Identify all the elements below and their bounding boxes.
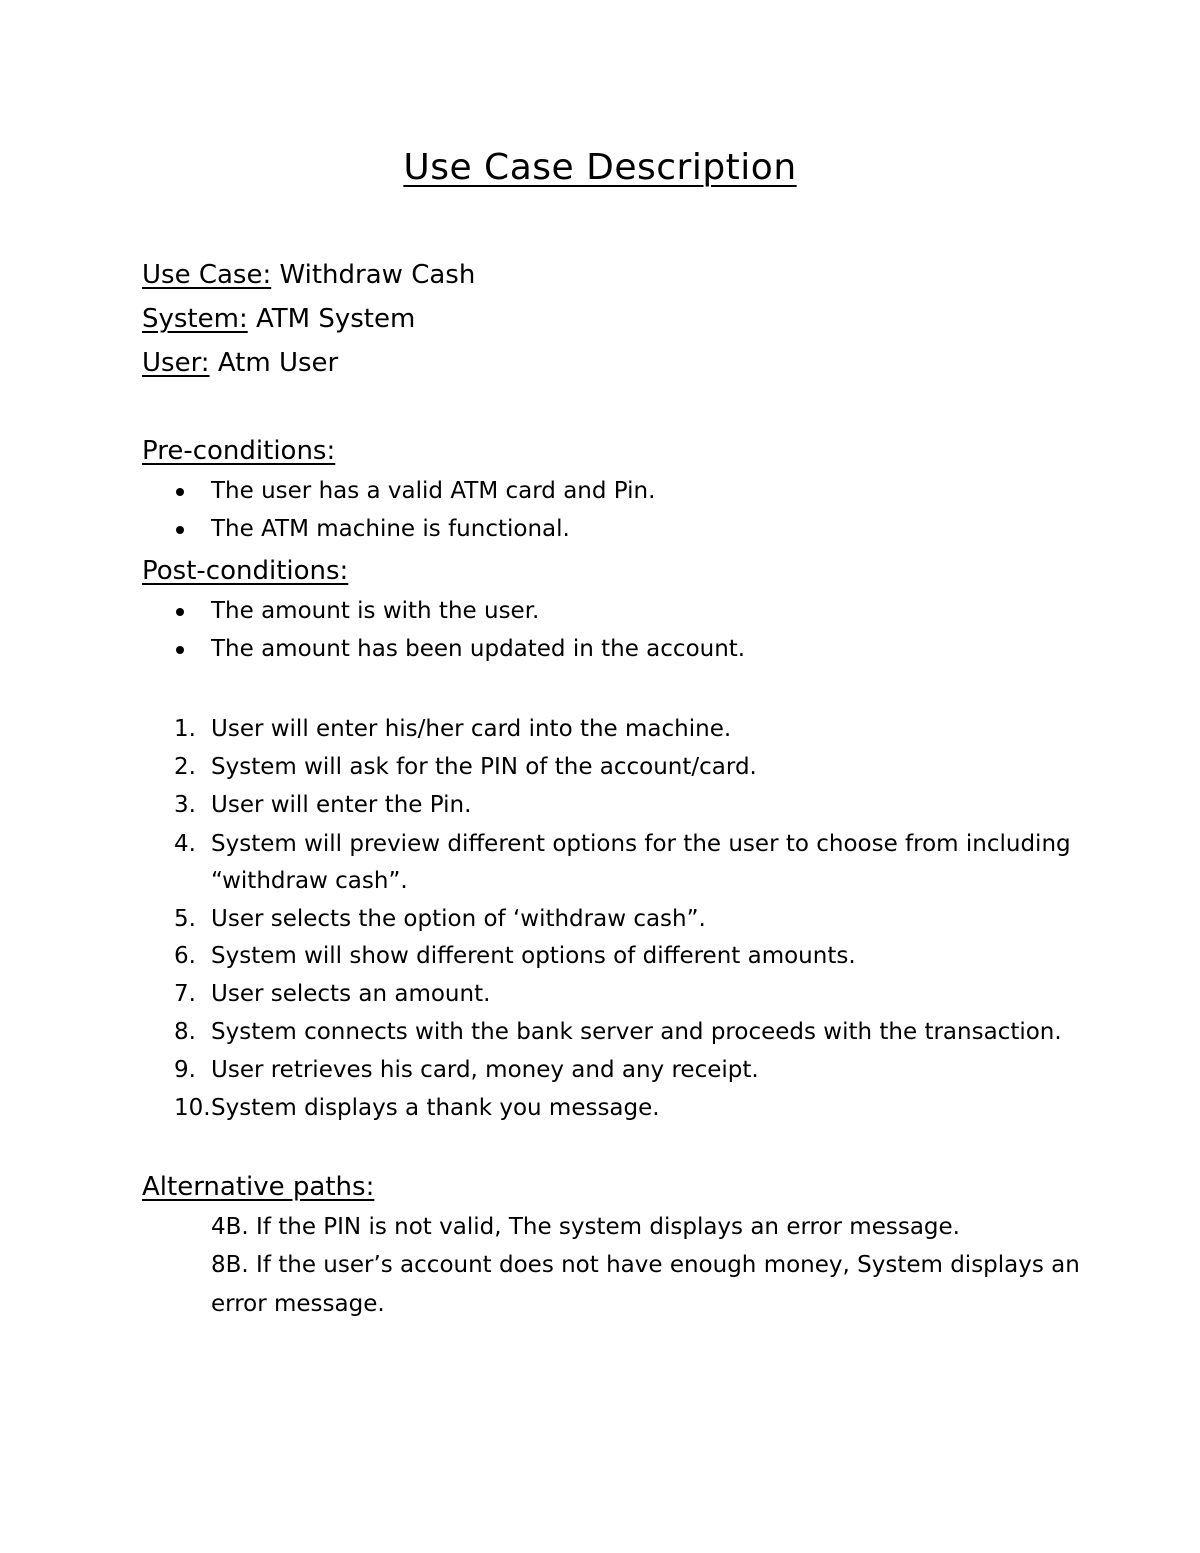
step-text: System will preview different options for the user to choose from including (211, 831, 1071, 857)
bullet-icon (176, 488, 184, 496)
bullet-icon (176, 646, 184, 654)
alternative-path-line: 4B. If the PIN is not valid, The system displays an error message. (211, 1214, 960, 1240)
step-text: User retrieves his card, money and any receipt. (211, 1057, 759, 1083)
postconditions-heading: Post-conditions: (142, 556, 349, 586)
step-number: 10. (174, 1095, 211, 1121)
system-label: System: (142, 304, 248, 334)
alternative-path-line: error message. (211, 1291, 385, 1317)
step-number: 5. (174, 906, 196, 932)
bullet-icon (176, 526, 184, 534)
step-number: 4. (174, 831, 196, 857)
use-case-label: Use Case: (142, 260, 272, 290)
user-value: Atm User (217, 348, 339, 378)
step-number: 9. (174, 1057, 196, 1083)
bullet-icon (176, 608, 184, 616)
step-text: System will show different options of different amounts. (211, 943, 856, 969)
step-number: 3. (174, 792, 196, 818)
user-label: User: (142, 348, 210, 378)
use-case-line (142, 258, 475, 292)
alternative-path-line: 8B. If the user’s account does not have enough money, System displays an (211, 1252, 1080, 1278)
system-line (142, 302, 415, 336)
precondition-text: The ATM machine is functional. (211, 516, 570, 542)
system-value: ATM System (255, 304, 416, 334)
step-text: User will enter his/her card into the machine. (211, 716, 732, 742)
preconditions-heading: Pre-conditions: (142, 436, 336, 466)
use-case-value: Withdraw Cash (279, 260, 476, 290)
page-title: Use Case Description (403, 147, 797, 188)
step-text-continued: “withdraw cash”. (211, 868, 408, 894)
step-text: User selects the option of ‘withdraw cash”. (211, 906, 706, 932)
step-number: 8. (174, 1019, 196, 1045)
postcondition-text: The amount is with the user. (211, 598, 540, 624)
step-number: 7. (174, 981, 196, 1007)
alternative-paths-heading: Alternative paths: (142, 1172, 375, 1202)
step-number: 2. (174, 754, 196, 780)
step-text: User will enter the Pin. (211, 792, 472, 818)
step-number: 1. (174, 716, 196, 742)
precondition-text: The user has a valid ATM card and Pin. (211, 478, 656, 504)
step-number: 6. (174, 943, 196, 969)
step-text: System will ask for the PIN of the account/card. (211, 754, 757, 780)
step-text: User selects an amount. (211, 981, 491, 1007)
step-text: System displays a thank you message. (211, 1095, 660, 1121)
user-line (142, 346, 338, 380)
postcondition-text: The amount has been updated in the account. (211, 636, 746, 662)
step-text: System connects with the bank server and proceeds with the transaction. (211, 1019, 1062, 1045)
